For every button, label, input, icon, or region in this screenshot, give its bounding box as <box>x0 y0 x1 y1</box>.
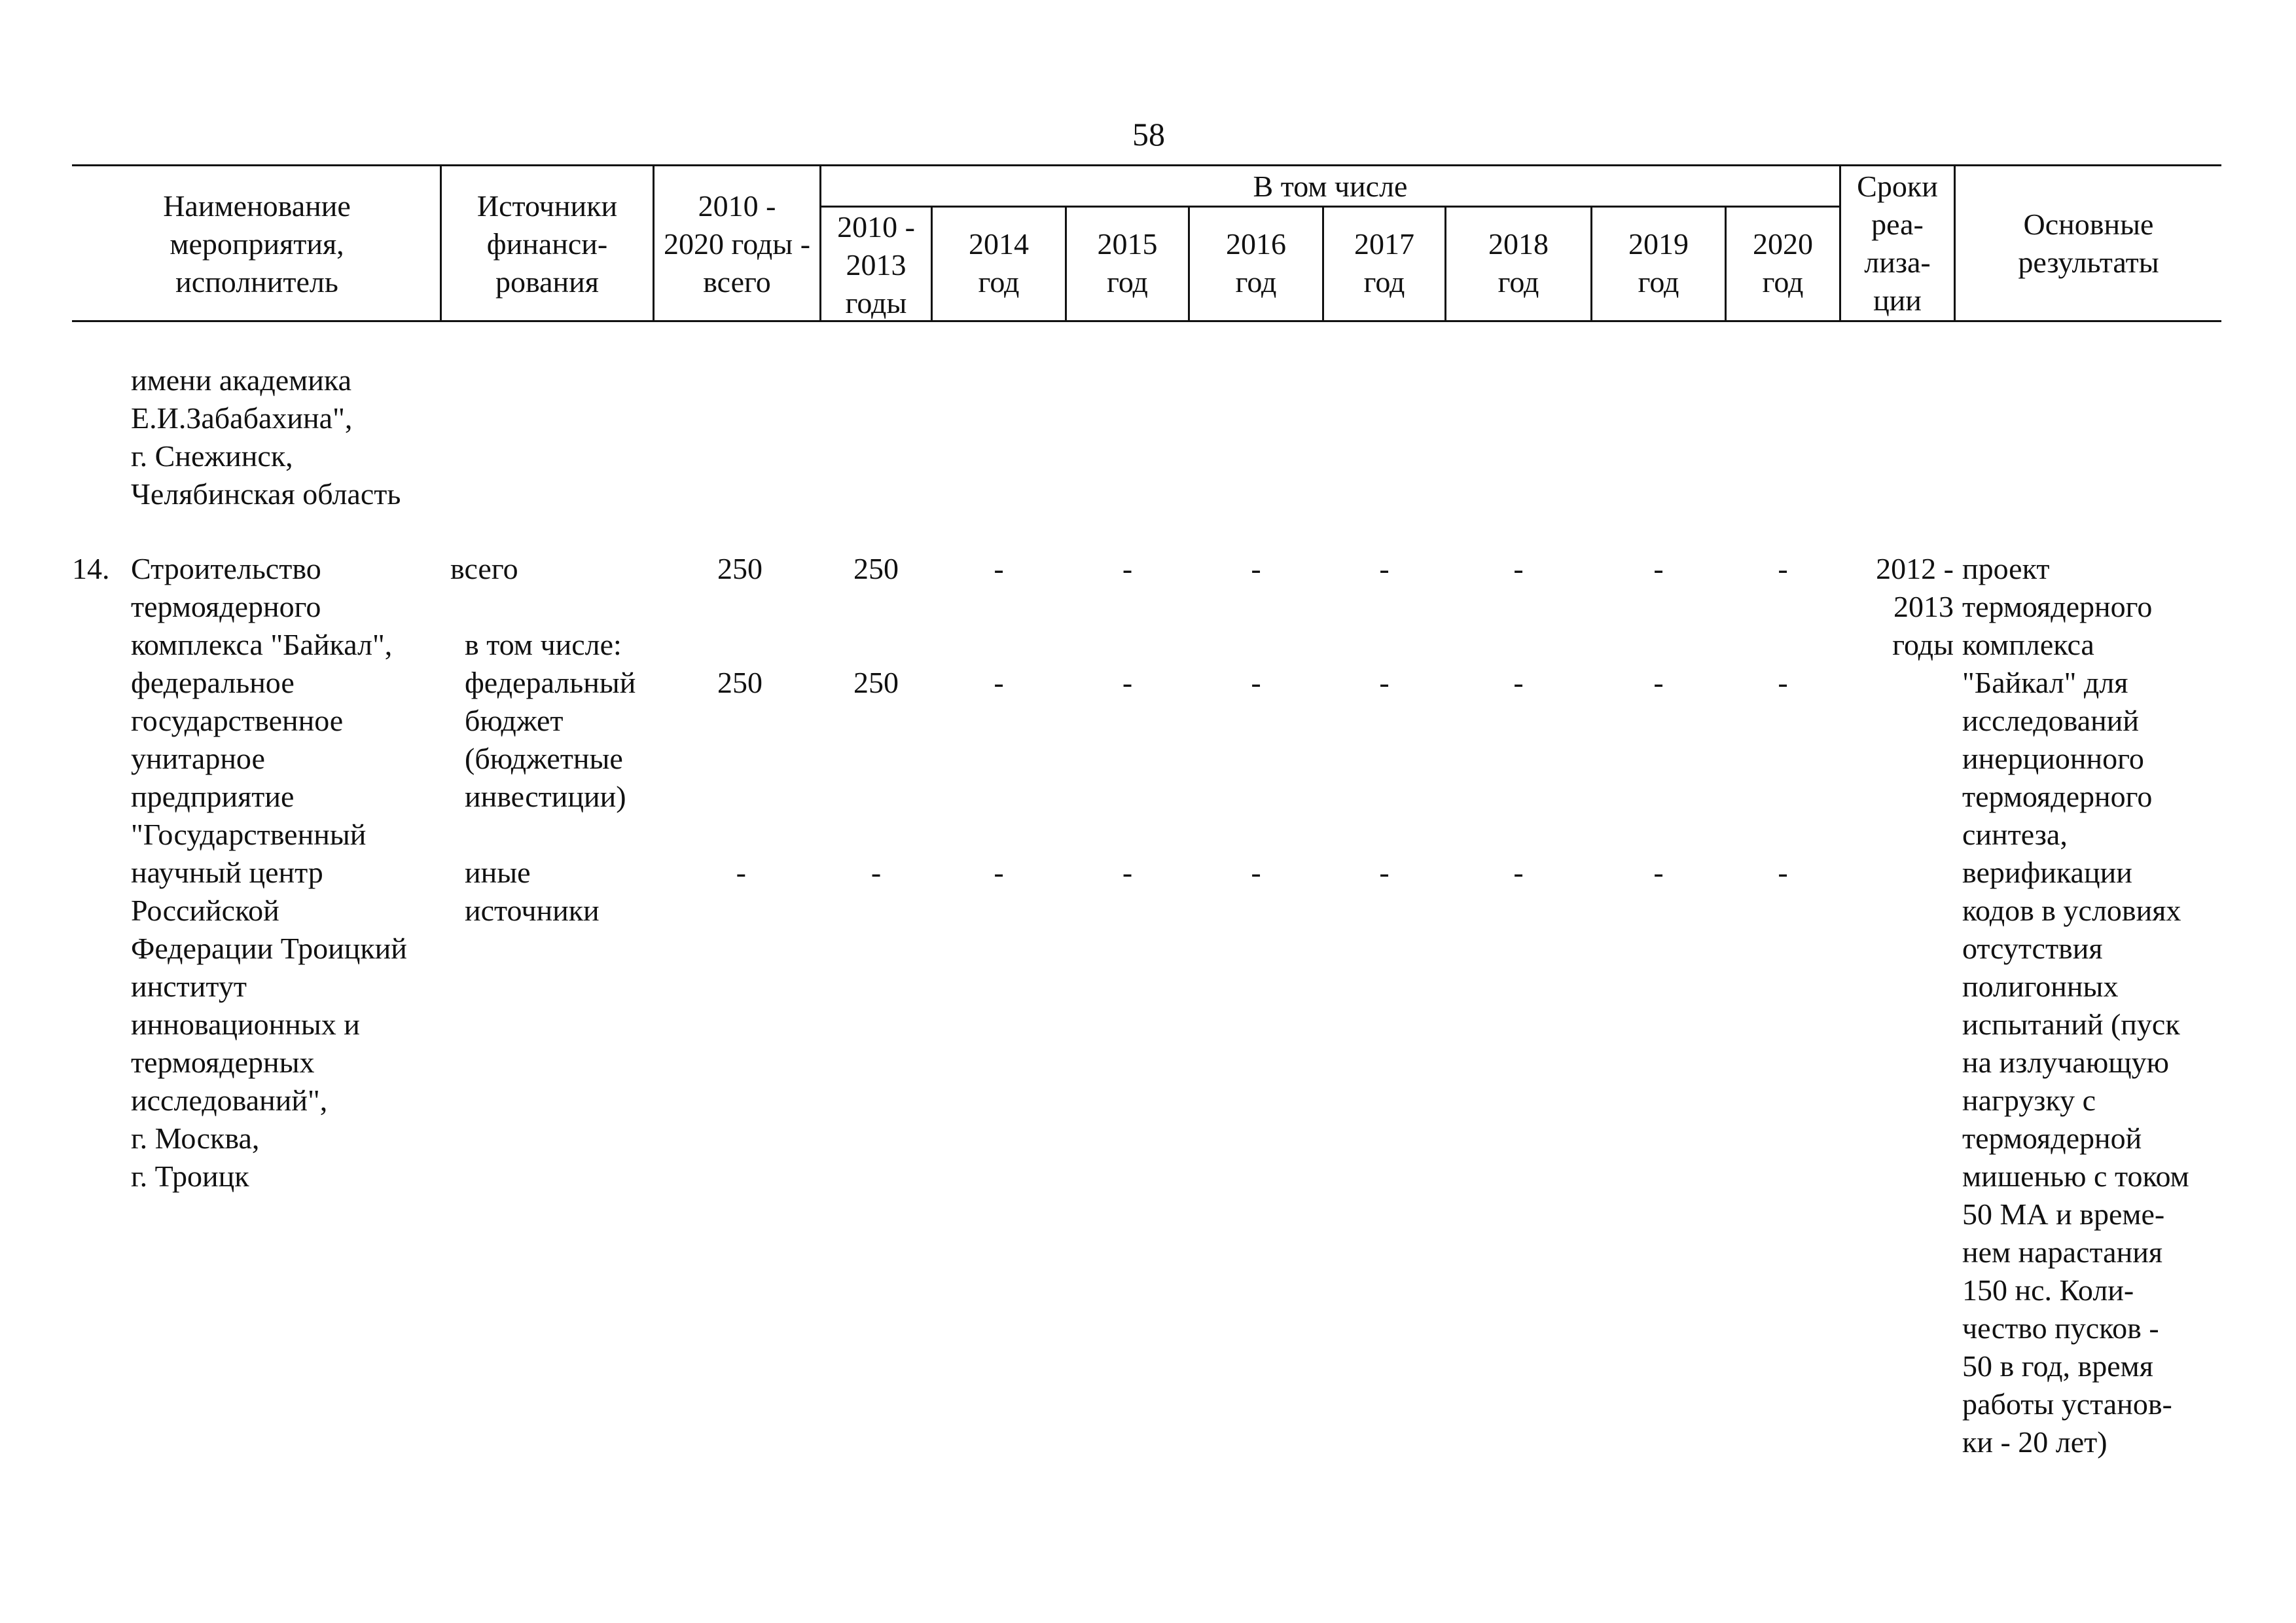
other-2019: - <box>1653 856 1664 889</box>
other-total-value: - <box>736 856 746 889</box>
value-2020: - <box>1778 552 1788 585</box>
value-2017: - <box>1379 552 1390 585</box>
federal-2010-2013: 250 <box>853 666 899 699</box>
federal-2015: - <box>1122 666 1133 699</box>
header-name: Наименование мероприятия, исполнитель <box>163 189 351 299</box>
other-2010-2013: - <box>870 856 882 889</box>
header-results: Основные результаты <box>2018 208 2159 279</box>
other-2014: - <box>994 856 1004 889</box>
header-2014: 2014 год <box>969 227 1029 299</box>
header-2018: 2018 год <box>1488 227 1549 299</box>
federal-2019: - <box>1653 666 1664 699</box>
header-2016: 2016 год <box>1226 227 1286 299</box>
header-total: 2010 - 2020 годы - всего <box>663 189 811 299</box>
item-results: проект термоядерного комплекса "Байкал" для исследований инерционного термоядерного синтеза, верификации кодов в условиях отсутствия полигонных испытаний (пуск на излучающую нагрузку с термоядерной мишенью с током 50 МА и време- нем нарастания 150 нс. Коли- чество пусков - 50 в год, время работы установ- ки - 20 лет) <box>1962 552 2189 1459</box>
source-total-label: всего <box>450 552 518 585</box>
federal-2020: - <box>1778 666 1788 699</box>
header-2019: 2019 год <box>1628 227 1689 299</box>
other-2020: - <box>1778 856 1788 889</box>
header-terms: Сроки реа- лиза- ции <box>1857 170 1938 317</box>
total-value: 250 <box>717 552 762 585</box>
value-2010-2013: 250 <box>853 552 899 585</box>
federal-total-value: 250 <box>717 666 762 699</box>
source-including-label: в том числе: <box>465 628 622 661</box>
header-source: Источники финанси- рования <box>476 189 618 299</box>
header-2017: 2017 год <box>1354 227 1414 299</box>
other-2015: - <box>1122 856 1133 889</box>
item-terms: 2012 - 2013 годы <box>1876 552 1954 661</box>
item-name: Строительство термоядерного комплекса "Байкал", федеральное государственное унитарное предприятие "Государственный научный центр Российской Федерации Троицкий институт инновационных и термоядерных исследований", г. Москва, г. Троицк <box>131 552 407 1193</box>
federal-2018: - <box>1513 666 1524 699</box>
item-number: 14. <box>72 552 110 585</box>
other-2017: - <box>1379 856 1390 889</box>
federal-2016: - <box>1251 666 1261 699</box>
header-2020: 2020 год <box>1753 227 1813 299</box>
federal-2017: - <box>1379 666 1390 699</box>
value-2014: - <box>994 552 1004 585</box>
source-federal-label: федеральный бюджет (бюджетные инвестиции) <box>465 666 636 813</box>
value-2016: - <box>1251 552 1261 585</box>
source-other-label: иные источники <box>465 856 600 927</box>
header-2015: 2015 год <box>1097 227 1158 299</box>
value-2018: - <box>1513 552 1524 585</box>
other-2016: - <box>1251 856 1261 889</box>
continuation-name: имени академика Е.И.Забабахина", г. Снежинск, Челябинская область <box>131 363 401 511</box>
federal-2014: - <box>994 666 1004 699</box>
header-2010-2013: 2010 - 2013 годы <box>837 210 915 319</box>
page-number: 58 <box>1132 116 1165 153</box>
value-2019: - <box>1653 552 1664 585</box>
value-2015: - <box>1122 552 1133 585</box>
header-group: В том числе <box>1253 170 1408 203</box>
other-2018: - <box>1513 856 1524 889</box>
